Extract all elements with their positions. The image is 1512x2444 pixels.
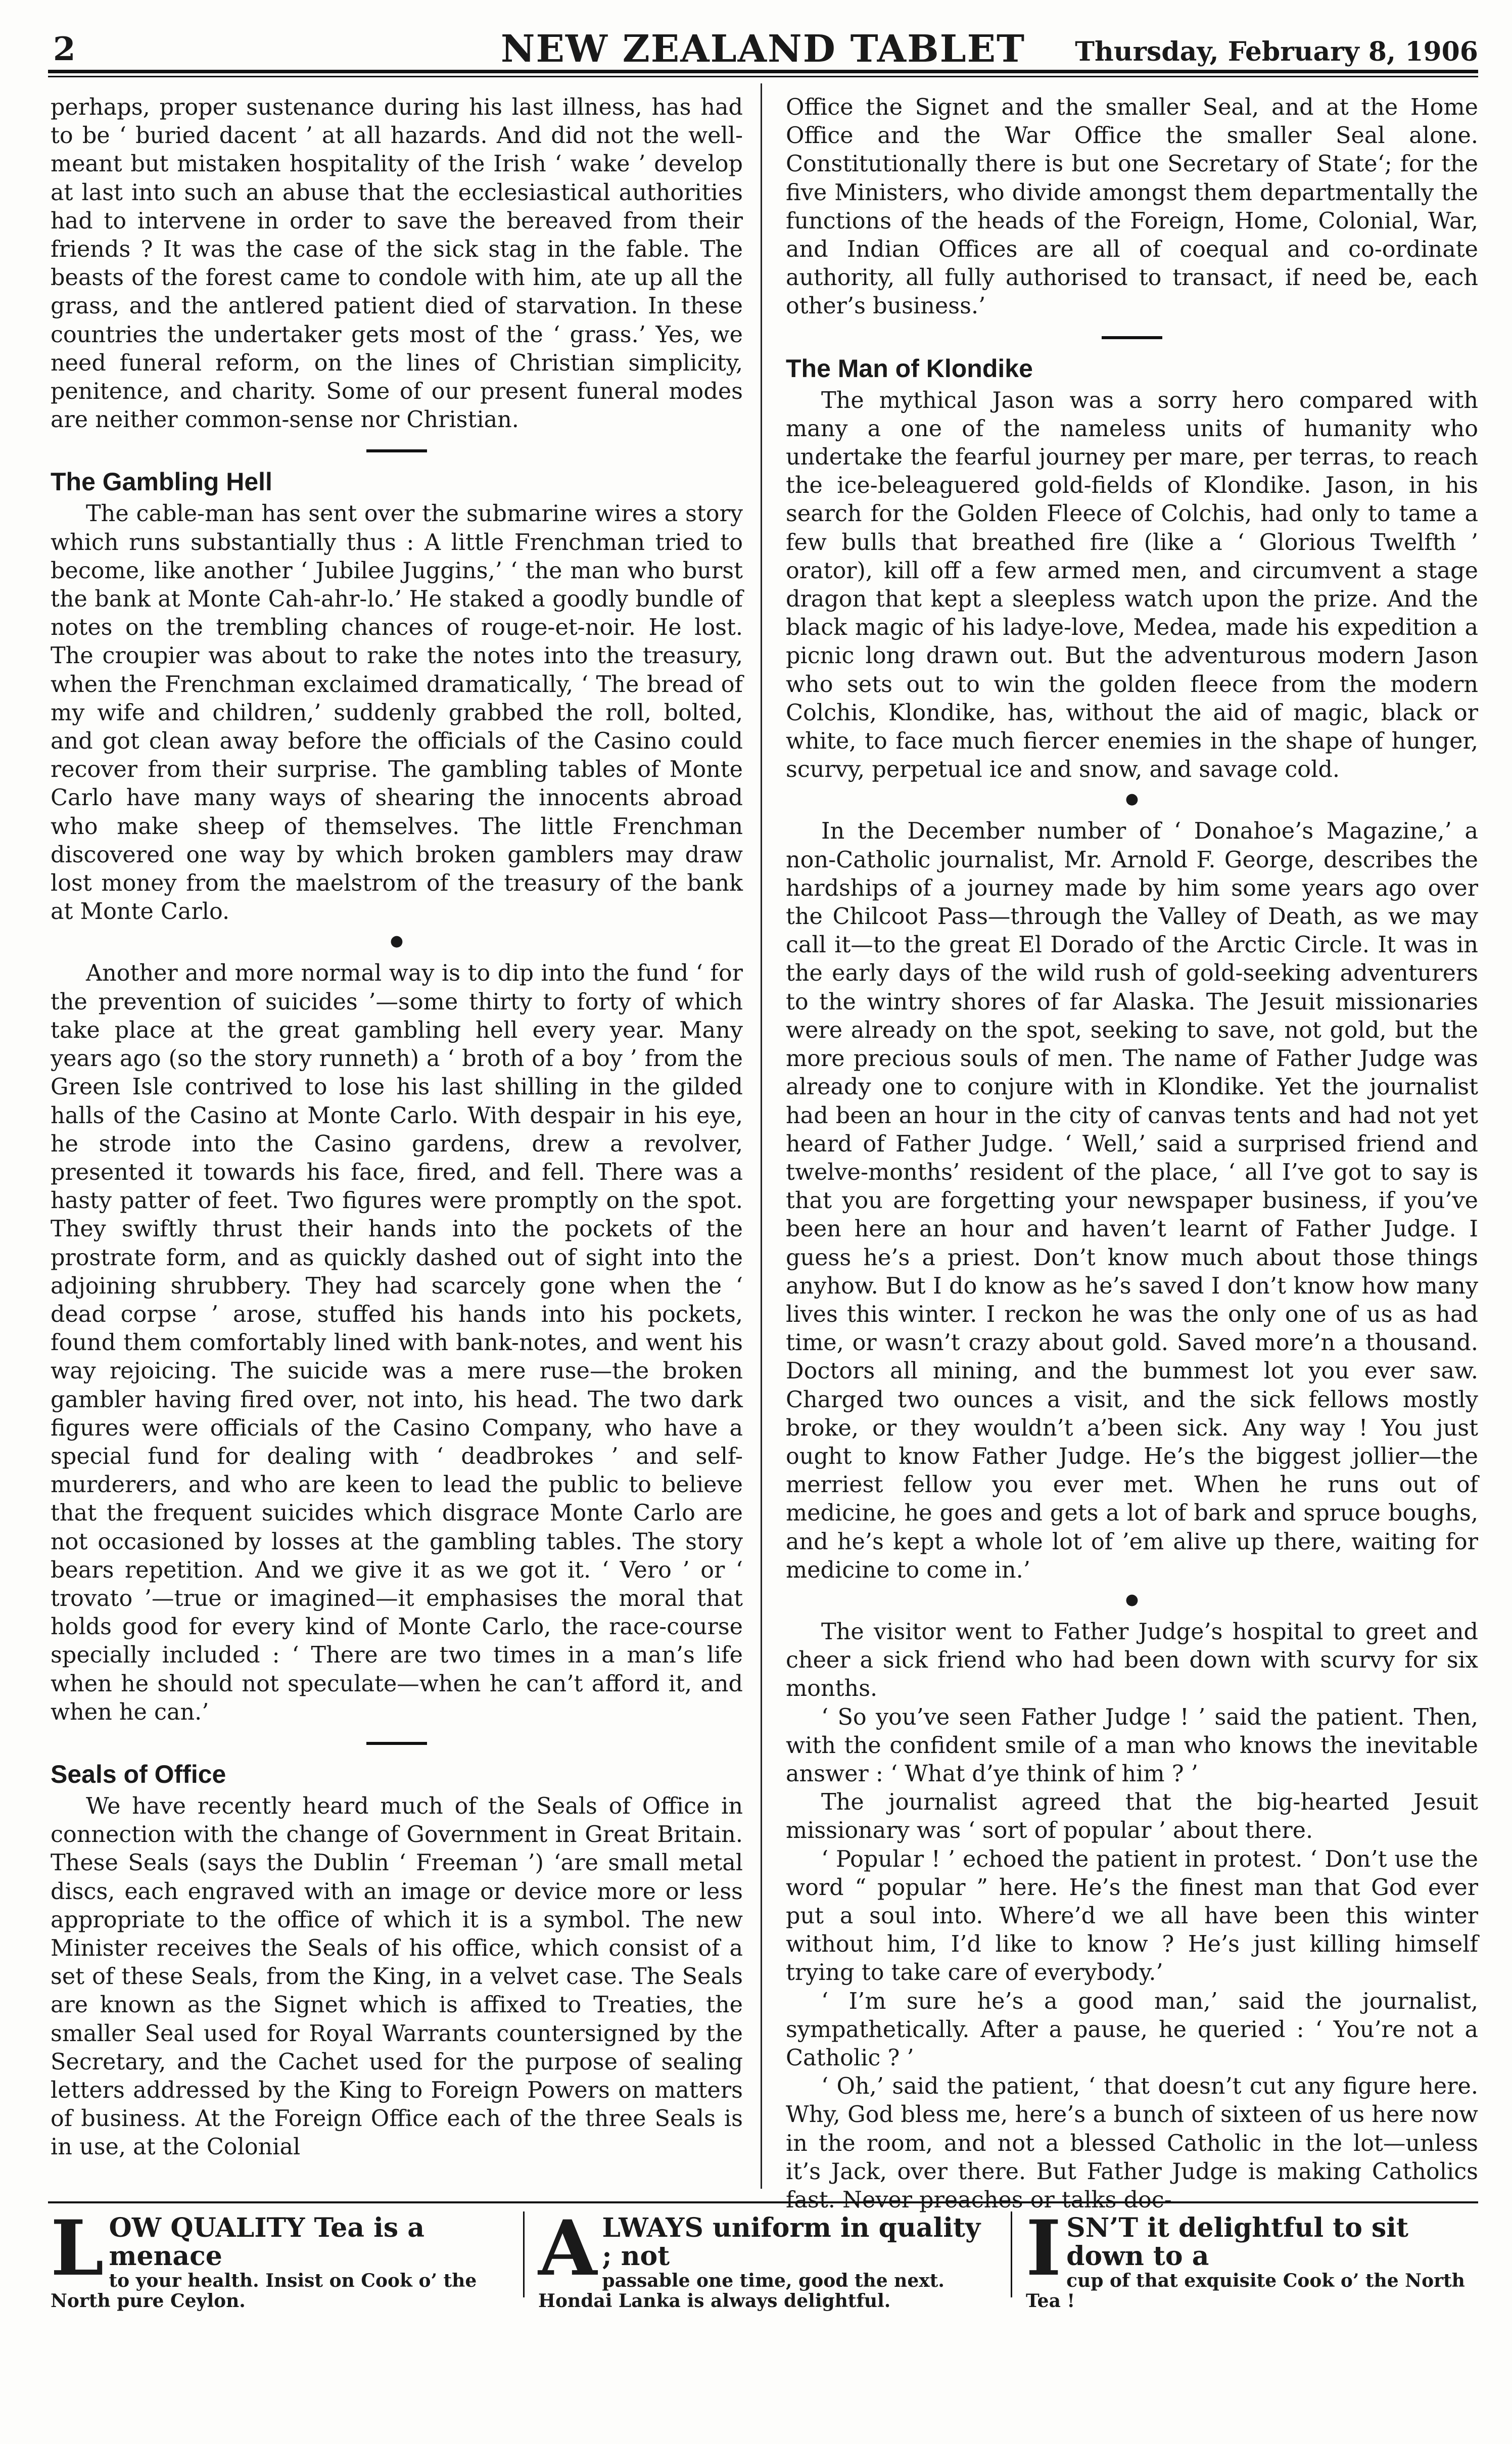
seals-heading: Seals of Office xyxy=(51,1760,226,1788)
newspaper-title: NEW ZEALAND TABLET xyxy=(500,27,1026,71)
seals-paragraph: We have recently heard much of the Seals of Office in connection with the change of Government in Great Britain. These Seals (says the Dublin ‘ Freeman ’) ‘are small metal discs, each engraved with an image or device more or less appropriate to the office of which it is a symbol. The new Minister receives the Seals of his office, which consist of a set of these Seals, from the King, in a velvet case. The Seals are known as the Signet which is affixed to Treaties, the smaller Seal used for Royal Warrants countersigned by the Secretary, and the Cachet used for the purpose of sealing letters addressed by the King to Foreign Powers on matters of business. At the Foreign Office each of the three Seals is in use, at the Colonial xyxy=(51,1793,743,2160)
klondike-paragraph: ‘ So you’ve seen Father Judge ! ’ said the patient. Then, with the confident smile of a man who knows the inevitable answer : ‘ What d’ye think of him ? ’ xyxy=(786,1704,1478,1787)
masthead xyxy=(48,24,1478,73)
advertisement xyxy=(1026,2204,1481,2312)
ad-divider xyxy=(1011,2211,1012,2297)
gambling-heading: The Gambling Hell xyxy=(51,468,272,496)
klondike-heading: The Man of Klondike xyxy=(786,354,1033,383)
advertisement xyxy=(538,2204,993,2312)
ads-rule xyxy=(48,2201,1478,2203)
section-rule xyxy=(1102,336,1162,339)
bullet-ornament: ● xyxy=(1125,1590,1139,1608)
klondike-paragraph: The visitor went to Father Judge’s hospital to greet and cheer a sick friend who had been down with scurvy for six months. xyxy=(786,1619,1478,1702)
ad-body: to your health. Insist on Cook o’ the North pure Ceylon. xyxy=(51,2270,477,2312)
drop-cap: I xyxy=(1026,2204,1062,2293)
ad-headline: SN’T it delightful to sit down to a xyxy=(1066,2212,1409,2272)
bullet-ornament: ● xyxy=(1125,790,1139,808)
seals-continuation: Office the Signet and the smaller Seal, and at the Home Office and the War Office the smaller Seal alone. Constitutionally there is but one Secretary of State‘; for the five Ministers, who divide amongst them departmentally the functions of the heads of the Foreign, Home, Colonial, War, and Indian Offices are all of coequal and co-ordinate authority, all fully authorised to transact, if need be, each other’s business.’ xyxy=(786,95,1478,319)
section-rule xyxy=(366,449,427,452)
drop-cap: A xyxy=(538,2204,597,2293)
right-column xyxy=(786,94,1478,2215)
klondike-paragraph: ‘ Oh,’ said the patient, ‘ that doesn’t cut any figure here. Why, God bless me, here’s a bunch of sixteen of us here now in the room, and not a blessed Catholic in the lot—unless it’s Jack, over there. But Father Judge is making Catholics fast. Never preaches or talks doc- xyxy=(786,2073,1478,2214)
klondike-paragraph: The journalist agreed that the big-hearted Jesuit missionary was ‘ sort of popular ’ about there. xyxy=(786,1789,1478,1844)
masthead-rule xyxy=(48,76,1478,77)
bullet-ornament: ● xyxy=(390,932,404,950)
issue-date: Thursday, February 8, 1906 xyxy=(1075,36,1478,67)
klondike-paragraph: In the December number of ‘ Donahoe’s Magazine,’ a non-Catholic journalist, Mr. Arnold F. George, describes the hardships of a journey made by him some years ago over the Chilcoot Pass—through the Valley of Death, as we may call it—to the great El Dorado of the Arctic Circle. It was in the early days of the wild rush of gold-seeking adventurers to the wintry shores of far Alaska. The Jesuit missionaries were already on the spot, seeking to save, not gold, but the more precious souls of men. The name of Father Judge was already one to conjure with in Klondike. Yet the journalist had been an hour in the city of canvas tents and had not yet heard of Father Judge. ‘ Well,’ said a surprised friend and twelve-months’ resident of the place, ‘ all I’ve got to say is that you are forgetting your newspaper business, if you’ve been here an hour and haven’t learnt of Father Judge. I guess he’s a priest. Don’t know much about those things anyhow. But I do know as he’s saved I don’t know how many lives this winter. I reckon he was the only one of us as had time, or wasn’t crazy about gold. Saved more’n a thousand. Doctors all mining, and the bummest lot you ever saw. Charged two ounces a visit, and the sick fellows mostly broke, or they wouldn’t a’been sick. Any way ! You just ought to know Father Judge. He’s the biggest jollier—the merriest fellow you ever met. When he runs out of medicine, he goes and gets a lot of bark and spruce boughs, and he’s kept a whole lot of ’em alive up there, waiting for medicine to come in.’ xyxy=(786,818,1478,1583)
klondike-paragraph: ‘ Popular ! ’ echoed the patient in protest. ‘ Don’t use the word “ popular ” here. He’s the finest man that God ever put a soul into. Where’d we all have been this winter without him, I’d like to know ? He’s just killing himself trying to take care of everybody.’ xyxy=(786,1846,1478,1986)
ad-headline: LWAYS uniform in quality ; not xyxy=(602,2212,981,2272)
klondike-paragraph: The mythical Jason was a sorry hero compared with many a one of the nameless units of humanity who undertake the fearful journey per mare, per terras, to reach the ice-beleaguered gold-fields of Klondike. Jason, in his search for the Golden Fleece of Colchis, had only to tame a few bulls that breathed fire (like a ‘ Glorious Twelfth ’ orator), kill off a few armed men, and circumvent a stage dragon that kept a sleepless watch upon the prize. And the black magic of his ladye-love, Medea, made his expedition a picnic long drawn out. But the adventurous modern Jason who sets out to win the golden fleece from the modern Colchis, Klondike, has, without the aid of magic, black or white, to face much fiercer enemies in the shape of hunger, scurvy, perpetual ice and snow, and savage cold. xyxy=(786,387,1478,783)
ad-divider xyxy=(523,2211,525,2297)
gambling-paragraph: The cable-man has sent over the submarine wires a story which runs substantially thus : A little Frenchman tried to become, like another ‘ Jubilee Juggins,’ ‘ the man who burst the bank at Monte Cah-ahr-lo.’ He staked a goodly bundle of notes on the trembling chances of rouge-et-noir. He lost. The croupier was about to rake the notes into the treasury, when the Frenchman exclaimed dramatically, ‘ The bread of my wife and children,’ suddenly grabbed the roll, bolted, and got clean away before the officials of the Casino could recover from their surprise. The gambling tables of Monte Carlo have many ways of shearing the innocents abroad who make sheep of themselves. The little Frenchman discovered one way by which broken gamblers may draw lost money from the maelstrom of the treasury of the bank at Monte Carlo. xyxy=(51,501,743,925)
ad-body: passable one time, good the next. Hondai Lanka is always delightful. xyxy=(538,2270,944,2312)
gambling-paragraph: Another and more normal way is to dip into the fund ‘ for the prevention of suicides ’—some thirty to forty of which take place at the great gambling hell every year. Many years ago (so the story runneth) a ‘ broth of a boy ’ from the Green Isle contrived to lose his last shilling in the gilded halls of the Casino at Monte Carlo. With despair in his eye, he strode into the Casino gardens, drew a revolver, presented it towards his face, fired, and fell. There was a hasty patter of feet. Two figures were promptly on the spot. They swiftly thrust their hands into the pockets of the prostrate form, and as quickly dashed out of sight into the adjoining shrubbery. They had scarcely gone when the ‘ dead corpse ’ arose, stuffed his hands into his pockets, found them comfortably lined with bank-notes, and went his way rejoicing. The suicide was a mere ruse—the broken gambler having fired over, not into, his head. The two dark figures were officials of the Casino Company, who have a special fund for dealing with ‘ deadbrokes ’ and self-murderers, and who are keen to lead the public to believe that the frequent suicides which disgrace Monte Carlo are not occasioned by losses at the gambling tables. The story bears repetition. And we give it as we got it. ‘ Vero ’ or ‘ trovato ’—true or imagined—it emphasises the moral that holds good for every kind of Monte Carlo, the race-course specially included : ‘ There are two times in a man’s life when he should not speculate—when he can’t afford it, and when he can.’ xyxy=(51,960,743,1725)
page-number: 2 xyxy=(53,30,76,68)
drop-cap: L xyxy=(51,2204,104,2293)
section-rule xyxy=(366,1742,427,1745)
ad-body: cup of that exquisite Cook o’ the North Tea ! xyxy=(1026,2270,1465,2312)
klondike-paragraph: ‘ I’m sure he’s a good man,’ said the journalist, sympathetically. After a pause, he queried : ‘ You’re not a Catholic ? ’ xyxy=(786,1988,1478,2071)
left-column xyxy=(51,94,743,2162)
advertisement xyxy=(51,2204,505,2312)
ad-headline: OW QUALITY Tea is a menace xyxy=(109,2212,424,2272)
intro-paragraph: perhaps, proper sustenance during his last illness, has had to be ‘ buried dacent ’ at all hazards. And did not the well-meant but mistaken hospitality of the Irish ‘ wake ’ develop at last into such an abuse that the ecclesiastical authorities had to intervene in order to save the bereaved from their friends ? It was the case of the sick stag in the fable. The beasts of the forest came to condole with him, ate up all the grass, and the antlered patient died of starvation. In these countries the undertaker gets most of the ‘ grass.’ Yes, we need funeral reform, on the lines of Christian simplicity, penitence, and charity. Some of our present funeral modes are neither common-sense nor Christian. xyxy=(51,95,743,433)
column-divider xyxy=(761,83,762,2189)
